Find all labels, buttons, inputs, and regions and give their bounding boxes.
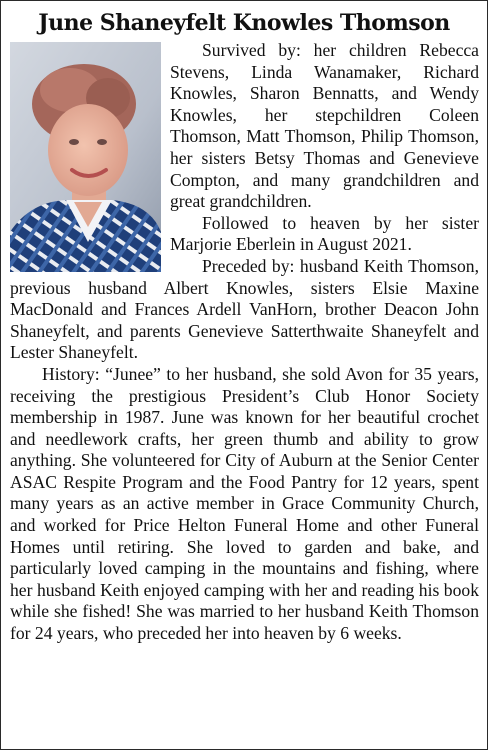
obituary-body [1,40,487,645]
obituary-title: June Shaneyfelt Knowles Thomson [38,10,450,36]
portrait-image [10,42,161,272]
paragraph-survived-by: Survived by: her children Rebecca Stevens, Linda Wanamaker, Richard Knowles, Sharon Bennatts, and Wendy Knowles, her stepchildren Coleen Thomson, Matt Thomson, Philip Thomson, her sisters Betsy Thomas and Genevieve Compton, and many grandchildren and great grandchildren. [170,40,479,212]
portrait-photo [10,42,161,272]
paragraph-history: History: “Junee” to her husband, she sold Avon for 35 years, receiving the prestigious President’s Club Honor Society membership in 1987. June was known for her beautiful crochet and needlework crafts, her green thumb and ability to grow anything. She volunteered for City of Auburn at the Senior Center ASAC Respite Program and the Food Pantry for 12 years, spent many years as an active member in Grace Community Church, and worked for Price Helton Funeral Home and other Funeral Homes until retiring. She loved to garden and bake, and particularly loved camping in the mountains and fishing, where her husband Keith enjoyed camping with her and reading his book while she fished! She was married to her husband Keith Thomson for 24 years, who preceded her into heaven by 6 weeks. [10,363,479,644]
paragraph-preceded-by: Preceded by: husband Keith Thomson, previous husband Albert Knowles, sisters Elsie Maxine MacDonald and Frances Ardell VanHorn, brother Deacon John Shaneyfelt, and parents Genevieve Satterthwaite Shaneyfelt and Lester Shaneyfelt. [10,255,479,363]
paragraph-followed-to-heaven: Followed to heaven by her sister Marjorie Eberlein in August 2021. [170,212,479,255]
